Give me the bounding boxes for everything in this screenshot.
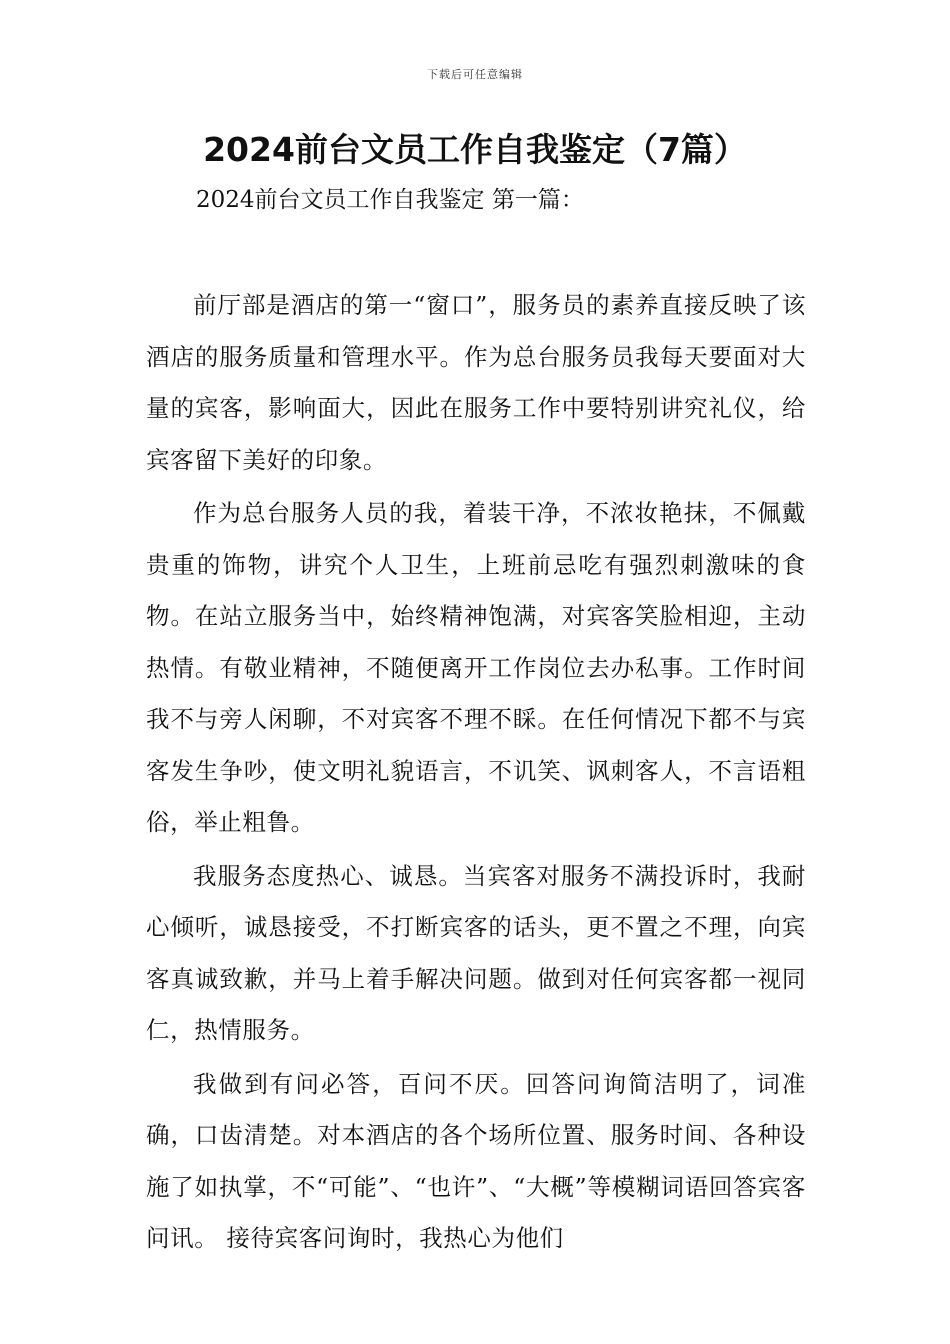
paragraph-1: 前厅部是酒店的第一“窗口”，服务员的素养直接反映了该酒店的服务质量和管理水平。作为总台服务员我每天要面对大量的宾客，影响面大，因此在服务工作中要特别讲究礼仪，给宾客留下美好的印象。 xyxy=(146,291,806,474)
document-title: 2024前台文员工作自我鉴定（7篇） xyxy=(203,130,747,169)
paragraph-3: 我服务态度热心、诚恳。当宾客对服务不满投诉时，我耐心倾听，诚恳接受，不打断宾客的话头，更不置之不理，向宾客真诚致歉，并马上着手解决问题。做到对任何宾客都一视同仁，热情服务。 xyxy=(146,861,806,1044)
header-note: 下载后可任意编辑 xyxy=(427,68,523,81)
paragraph-4: 我做到有问必答，百问不厌。回答问询简洁明了，词准确，口齿清楚。对本酒店的各个场所位置、服务时间、各种设施了如执掌，不“可能”、“也许”、“大概”等模糊词语回答宾客问讯。 接待宾客问询时，我热心为他们 xyxy=(146,1069,806,1252)
section-heading: 2024前台文员工作自我鉴定 第一篇： xyxy=(196,187,584,213)
document-body xyxy=(146,280,806,1267)
paragraph-2: 作为总台服务人员的我，着装干净，不浓妆艳抹，不佩戴贵重的饰物，讲究个人卫生，上班前忌吃有强烈刺激味的食物。在站立服务当中，始终精神饱满，对宾客笑脸相迎，主动热情。有敬业精神，不随便离开工作岗位去办私事。工作时间我不与旁人闲聊，不对宾客不理不睬。在任何情况下都不与宾客发生争吵，使文明礼貌语言，不讥笑、讽刺客人，不言语粗俗，举止粗鲁。 xyxy=(146,499,806,836)
